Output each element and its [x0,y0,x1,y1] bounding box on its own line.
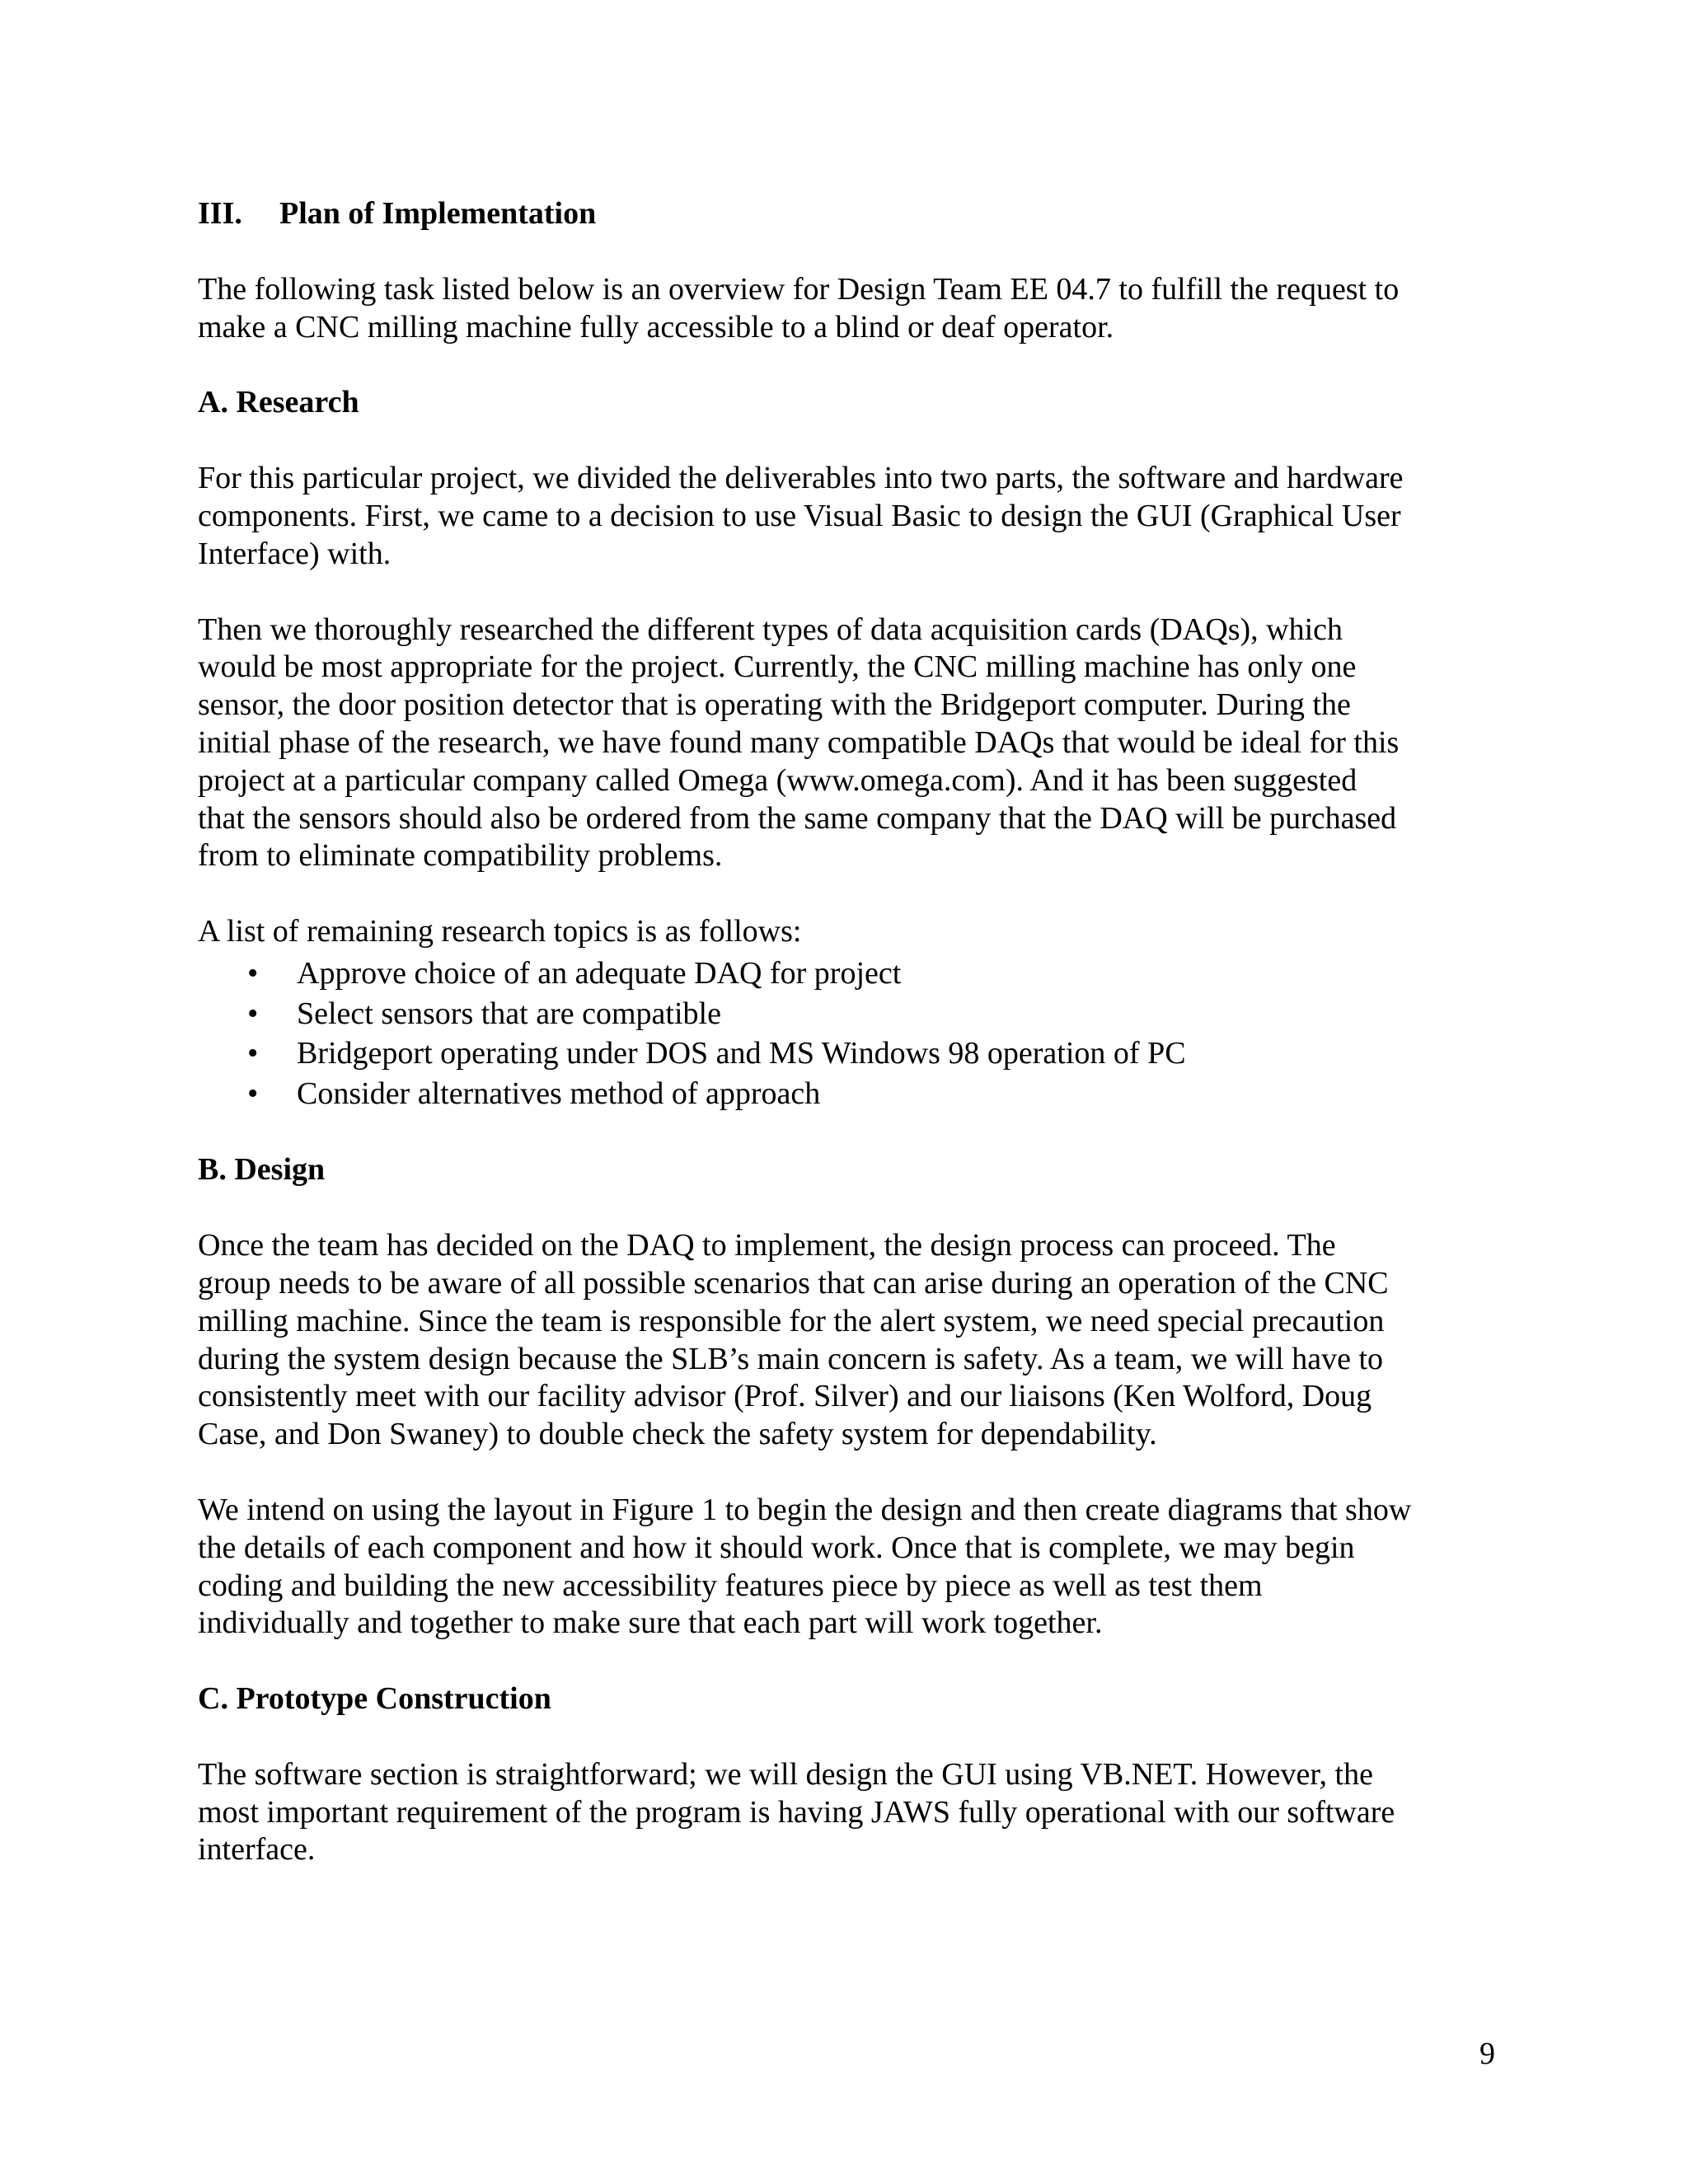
document-page [198,195,1517,1907]
text-line: most important requirement of the program is having JAWS fully operational with our software [198,1794,1395,1830]
bullet-icon: • [247,996,259,1031]
list-item-text: Bridgeport operating under DOS and MS Windows 98 operation of PC [297,1036,1186,1071]
text-line: Then we thoroughly researched the different types of data acquisition cards (DAQs), which [198,612,1343,647]
page-number: 9 [1479,2036,1495,2071]
list-item [198,1074,1517,1114]
list-item-text: Approve choice of an adequate DAQ for project [297,955,902,991]
list-item [198,994,1517,1034]
text-line: components. First, we came to a decision to use Visual Basic to design the GUI (Graphical User [198,498,1401,533]
research-topics-list [198,954,1517,1113]
text-line: individually and together to make sure that each part will work together. [198,1605,1103,1641]
text-line: For this particular project, we divided the deliverables into two parts, the software and hardware [198,461,1404,496]
text-line: milling machine. Since the team is responsible for the alert system, we need special precaution [198,1303,1385,1338]
list-item [198,954,1517,994]
text-line: We intend on using the layout in Figure 1 to begin the design and then create diagrams that show [198,1492,1412,1527]
research-heading: A. Research [198,385,359,420]
text-line: during the system design because the SLB’s main concern is safety. As a team, we will have to [198,1341,1384,1376]
list-item-text: Consider alternatives method of approach [297,1076,821,1111]
text-line: The following task listed below is an overview for Design Team EE 04.7 to fulfill the request to [198,271,1400,307]
text-line: The software section is straightforward; we will design the GUI using VB.NET. However, the [198,1756,1373,1792]
prototype-paragraph-1 [198,1756,1517,1869]
bullet-icon: • [247,1076,259,1111]
text-line: project at a particular company called Omega (www.omega.com). And it has been suggested [198,762,1357,798]
text-line: would be most appropriate for the project. Currently, the CNC milling machine has only one [198,649,1357,685]
text-line: group needs to be aware of all possible scenarios that can arise during an operation of the CNC [198,1265,1389,1301]
intro-paragraph [198,271,1517,347]
design-paragraph-1 [198,1227,1517,1454]
prototype-heading: C. Prototype Construction [198,1681,551,1717]
text-line: sensor, the door position detector that is operating with the Bridgeport computer. During the [198,687,1351,723]
research-paragraph-1 [198,460,1517,573]
text-line: Case, and Don Swaney) to double check the safety system for dependability. [198,1417,1157,1452]
text-line: the details of each component and how it should work. Once that is complete, we may begin [198,1530,1355,1565]
text-line: A list of remaining research topics is as follows: [198,914,802,949]
bullet-icon: • [247,955,259,991]
section-number: III. [198,196,242,231]
design-paragraph-2 [198,1492,1517,1643]
text-line: initial phase of the research, we have found many compatible DAQs that would be ideal for this [198,724,1400,760]
research-list-intro [198,913,1517,951]
design-heading: B. Design [198,1152,326,1188]
text-line: that the sensors should also be ordered from the same company that the DAQ will be purchased [198,800,1397,836]
list-item-text: Select sensors that are compatible [297,996,721,1031]
text-line: interface. [198,1832,316,1868]
section-heading [198,195,1517,233]
research-paragraph-2 [198,612,1517,876]
bullet-icon: • [247,1036,259,1071]
text-line: Interface) with. [198,536,392,571]
text-line: coding and building the new accessibility features piece by piece as well as test them [198,1568,1263,1603]
list-item [198,1033,1517,1074]
text-line: Once the team has decided on the DAQ to implement, the design process can proceed. The [198,1228,1336,1263]
text-line: make a CNC milling machine fully accessible to a blind or deaf operator. [198,309,1114,344]
text-line: consistently meet with our facility advisor (Prof. Silver) and our liaisons (Ken Wolford, Doug [198,1379,1372,1414]
section-title: Plan of Implementation [279,196,597,231]
text-line: from to eliminate compatibility problems. [198,838,723,874]
